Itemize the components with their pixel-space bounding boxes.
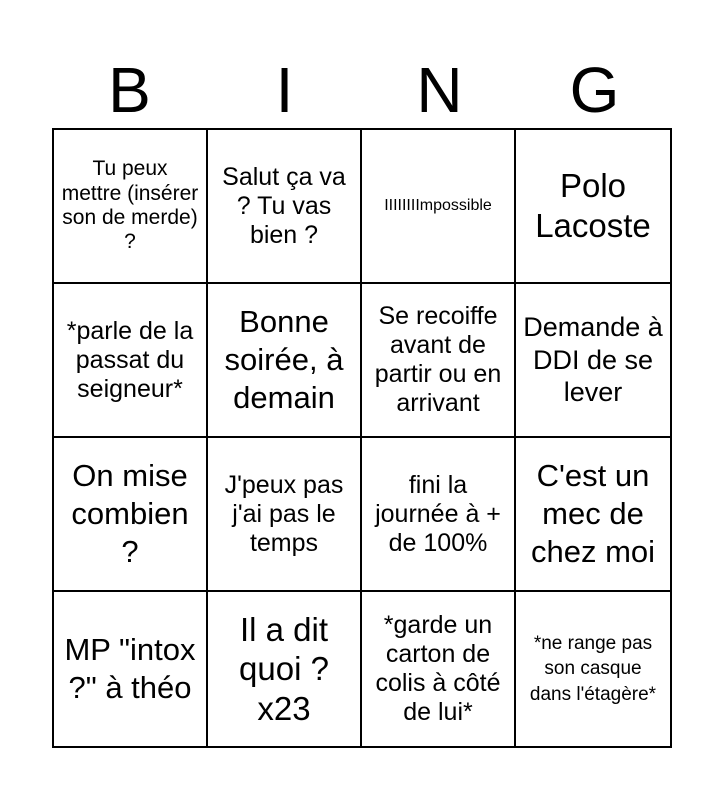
bingo-cell-r4-c1[interactable]: MP "intox ?" à théo [54, 592, 208, 746]
bingo-cell-r3-c1[interactable]: On mise combien ? [54, 438, 208, 592]
bingo-cell-r2-c3[interactable]: Se recoiffe avant de partir ou en arrivant [362, 284, 516, 438]
bingo-cell-r4-c4[interactable]: *ne range pas son casque dans l'étagère* [529, 632, 657, 705]
bingo-cell-r3-c2[interactable]: J'peux pas j'ai pas le temps [208, 438, 362, 592]
bingo-cell-r1-c4[interactable]: Polo Lacoste [516, 130, 670, 284]
bingo-cell-r3-c3[interactable]: fini la journée à + de 100% [362, 438, 516, 592]
bingo-header [52, 52, 672, 128]
header-letter-g: G [569, 54, 620, 126]
bingo-cell-r2-c2[interactable]: Bonne soirée, à demain [208, 284, 362, 438]
header-letter-n: N [416, 54, 463, 126]
bingo-cell-r4-c3[interactable]: *garde un carton de colis à côté de lui* [362, 592, 516, 746]
header-letter-i: I [275, 54, 294, 126]
bingo-cell-r1-c1[interactable]: Tu peux mettre (insérer son de merde) ? [54, 130, 208, 284]
bingo-cell-r1-c2[interactable]: Salut ça va ? Tu vas bien ? [208, 130, 362, 284]
bingo-cell-r3-c4[interactable]: C'est un mec de chez moi [516, 438, 670, 592]
header-letter-b: B [108, 54, 151, 126]
bingo-cell-r1-c3[interactable]: IIIIIIIImpossible [362, 130, 516, 284]
bingo-board [52, 128, 672, 748]
bingo-cell-r2-c4[interactable]: Demande à DDI de se lever [516, 284, 670, 438]
bingo-cell-r2-c1[interactable]: *parle de la passat du seigneur* [54, 284, 208, 438]
bingo-cell-r4-c2[interactable]: Il a dit quoi ? x23 [208, 592, 362, 746]
